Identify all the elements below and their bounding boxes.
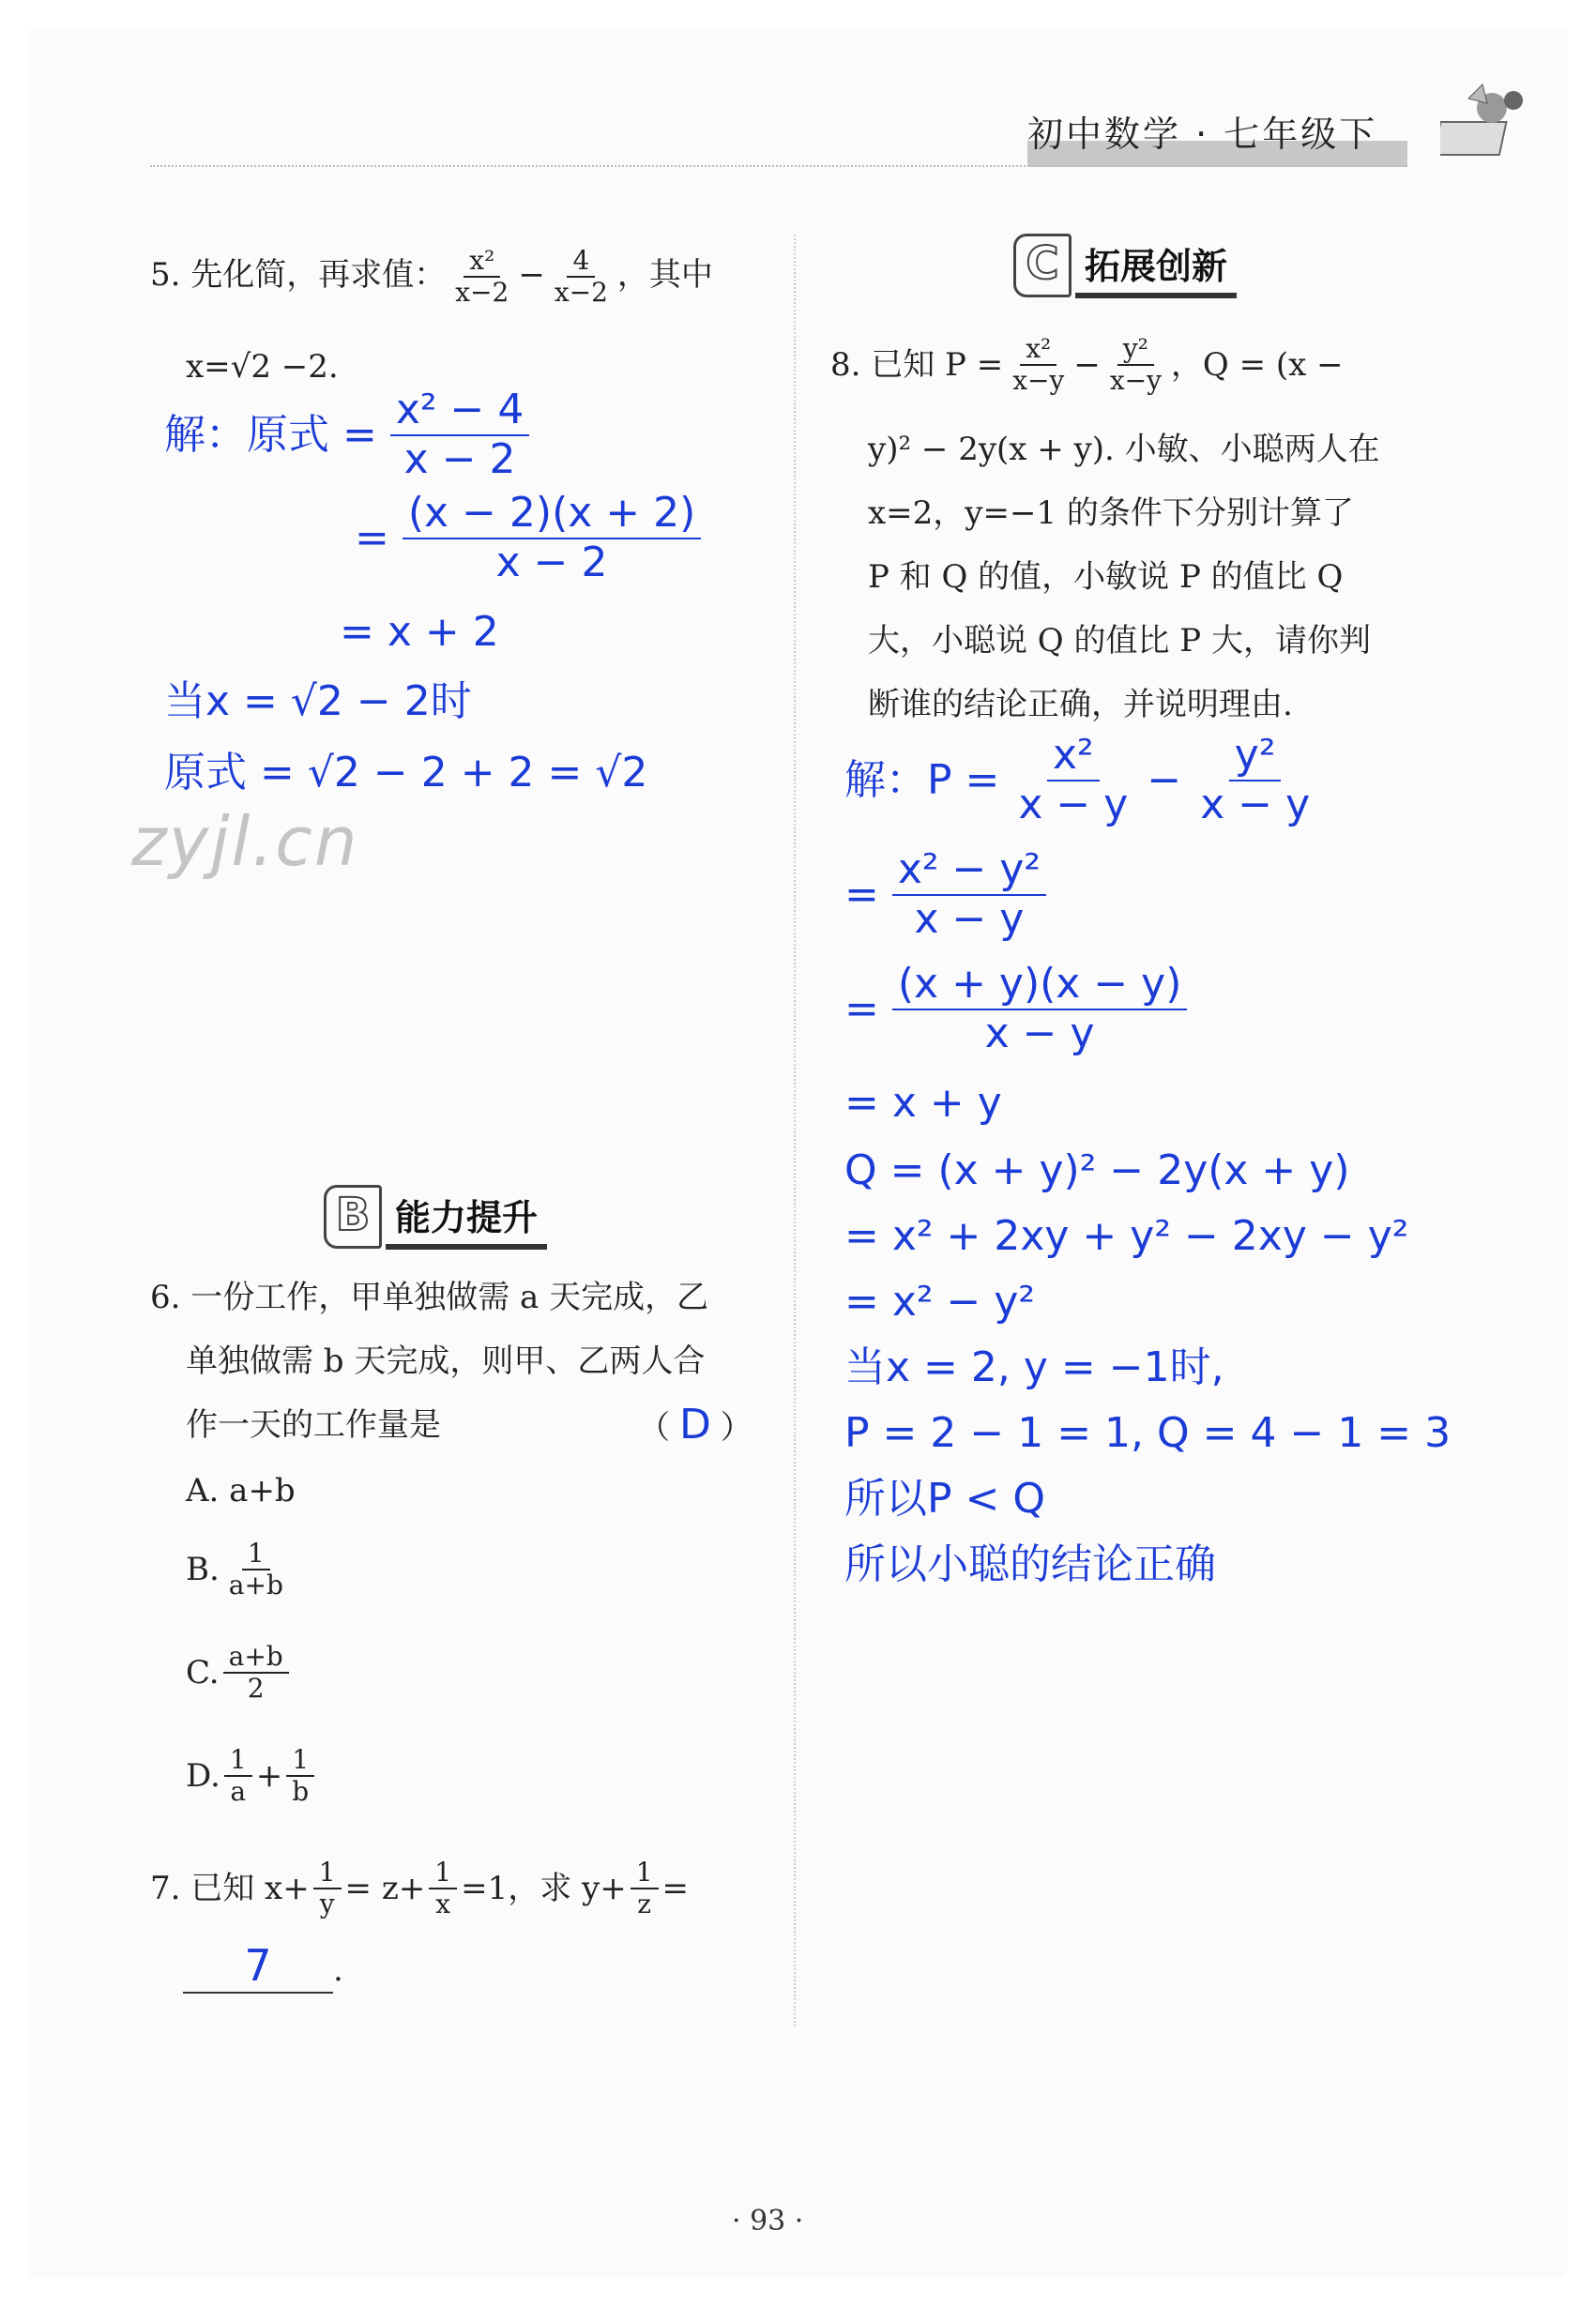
q8-answer-line6: = x² + 2xy + y² − 2xy − y²: [844, 1212, 1409, 1260]
q7-answer-line: 7 .: [183, 1944, 343, 1994]
q5-lead: 5. 先化简，再求值：: [150, 256, 447, 295]
q8-answer-line4: = x + y: [844, 1079, 1002, 1127]
q5-answer-line4: 当x = √2 − 2时: [164, 677, 472, 725]
q8-answer-line1: 解：P = $\frac{\text{x²}}{x - y}$ − $\frac{\text{y²}}{x - y}$: [844, 731, 1311, 828]
q5-answer-line2: = $\frac{(x - 2)(x + 2)}{x - 2}$: [355, 490, 705, 586]
q8-answer-line7: = x² − y²: [844, 1278, 1036, 1326]
column-divider: [794, 235, 796, 2026]
q6-option-c: C. $\frac{a+b}{2}$: [186, 1642, 293, 1704]
section-c-label: 拓展创新: [1075, 234, 1237, 298]
q8-answer-line3: = $\frac{(x + y)(x - y)}{x - y}$: [844, 961, 1191, 1057]
q5-stem-line2: x=√2 −2.: [186, 348, 339, 386]
q8-answer-line2: = $\frac{\text{x² − y²}}{x - y}$: [844, 846, 1050, 943]
section-c-banner: [1013, 233, 1237, 298]
q6-option-a: A. a+b: [186, 1472, 296, 1510]
q5-answer-fraction-2: $\frac{(x - 2)(x + 2)}{x - 2}$: [403, 490, 701, 586]
q5-stem: 5. 先化简，再求值： $\frac{\text{x²}}{x-2}$ − $\frac{4}{x-2}$ ，其中: [150, 245, 713, 309]
q6-answer-bracket: （ D ）: [638, 1401, 752, 1449]
q5-answer-line5: 原式 = √2 − 2 + 2 = √2: [164, 749, 648, 796]
header-rule: [150, 165, 1407, 167]
q6-answer: D: [679, 1401, 711, 1449]
q5-answer-line3: = x + 2: [340, 608, 499, 656]
q8-answer-line8: 当x = 2, y = −1时,: [844, 1343, 1224, 1391]
page-number: · 93 ·: [732, 2205, 804, 2238]
section-b-banner: [324, 1184, 547, 1250]
q6-option-b: B. $\frac{1}{a+b}$: [186, 1538, 283, 1601]
q8-stem-line2: y)² − 2y(x + y). 小敏、小聪两人在: [868, 431, 1380, 468]
q8-stem-line5: 大，小聪说 Q 的值比 P 大，请你判: [868, 622, 1371, 660]
q8-answer-line5: Q = (x + y)² − 2y(x + y): [844, 1146, 1350, 1194]
q5-answer-line1: 解：原式 = $\frac{\text{x² − 4}}{x - 2}$: [164, 387, 533, 483]
watermark: zyjl.cn: [131, 802, 359, 881]
q5-fraction-1: $\frac{\text{x²}}{x-2}$: [455, 245, 509, 309]
q6-stem-line3: 作一天的工作量是: [186, 1406, 441, 1444]
q8-stem-line1: 8. 已知 P = $\frac{\text{x²}}{x-y}$ − $\frac{\text{y²}}{x-y}$ ，Q = (x −: [830, 333, 1344, 397]
q6-stem-line1: 6. 一份工作，甲单独做需 a 天完成，乙: [150, 1279, 709, 1316]
q6-stem-line2: 单独做需 b 天完成，则甲、乙两人合: [186, 1343, 706, 1380]
section-b-label: 能力提升: [386, 1185, 547, 1250]
q8-answer-line11: 所以小聪的结论正确: [844, 1540, 1216, 1588]
q7-stem: 7. 已知 x+ $\frac{1}{y}$ = z+ $\frac{1}{x}$ =1，求 y+ $\frac{1}{z}$ =: [150, 1857, 690, 1920]
q5-fraction-2: $\frac{4}{x-2}$: [554, 245, 608, 309]
section-c-letter: C: [1013, 234, 1072, 297]
q8-answer-line9: P = 2 − 1 = 1, Q = 4 − 1 = 3: [844, 1409, 1452, 1457]
q7-answer-blank: [183, 1940, 333, 1994]
q7-answer: 7: [244, 1940, 272, 1991]
q5-answer-fraction-1: $\frac{\text{x² − 4}}{x - 2}$: [390, 387, 530, 483]
header-title: 初中数学 · 七年级下: [1027, 114, 1378, 155]
q8-stem-line3: x=2，y=−1 的条件下分别计算了: [868, 494, 1354, 532]
decor-illustration-icon: [1440, 80, 1543, 164]
section-b-letter: B: [324, 1185, 382, 1249]
q8-stem-line4: P 和 Q 的值，小敏说 P 的值比 Q: [868, 558, 1344, 596]
q6-option-d: D. $\frac{1}{a}$ + $\frac{1}{b}$: [186, 1745, 318, 1807]
q8-stem-line6: 断谁的结论正确，并说明理由.: [868, 686, 1293, 723]
q8-answer-line10: 所以P < Q: [844, 1475, 1046, 1523]
